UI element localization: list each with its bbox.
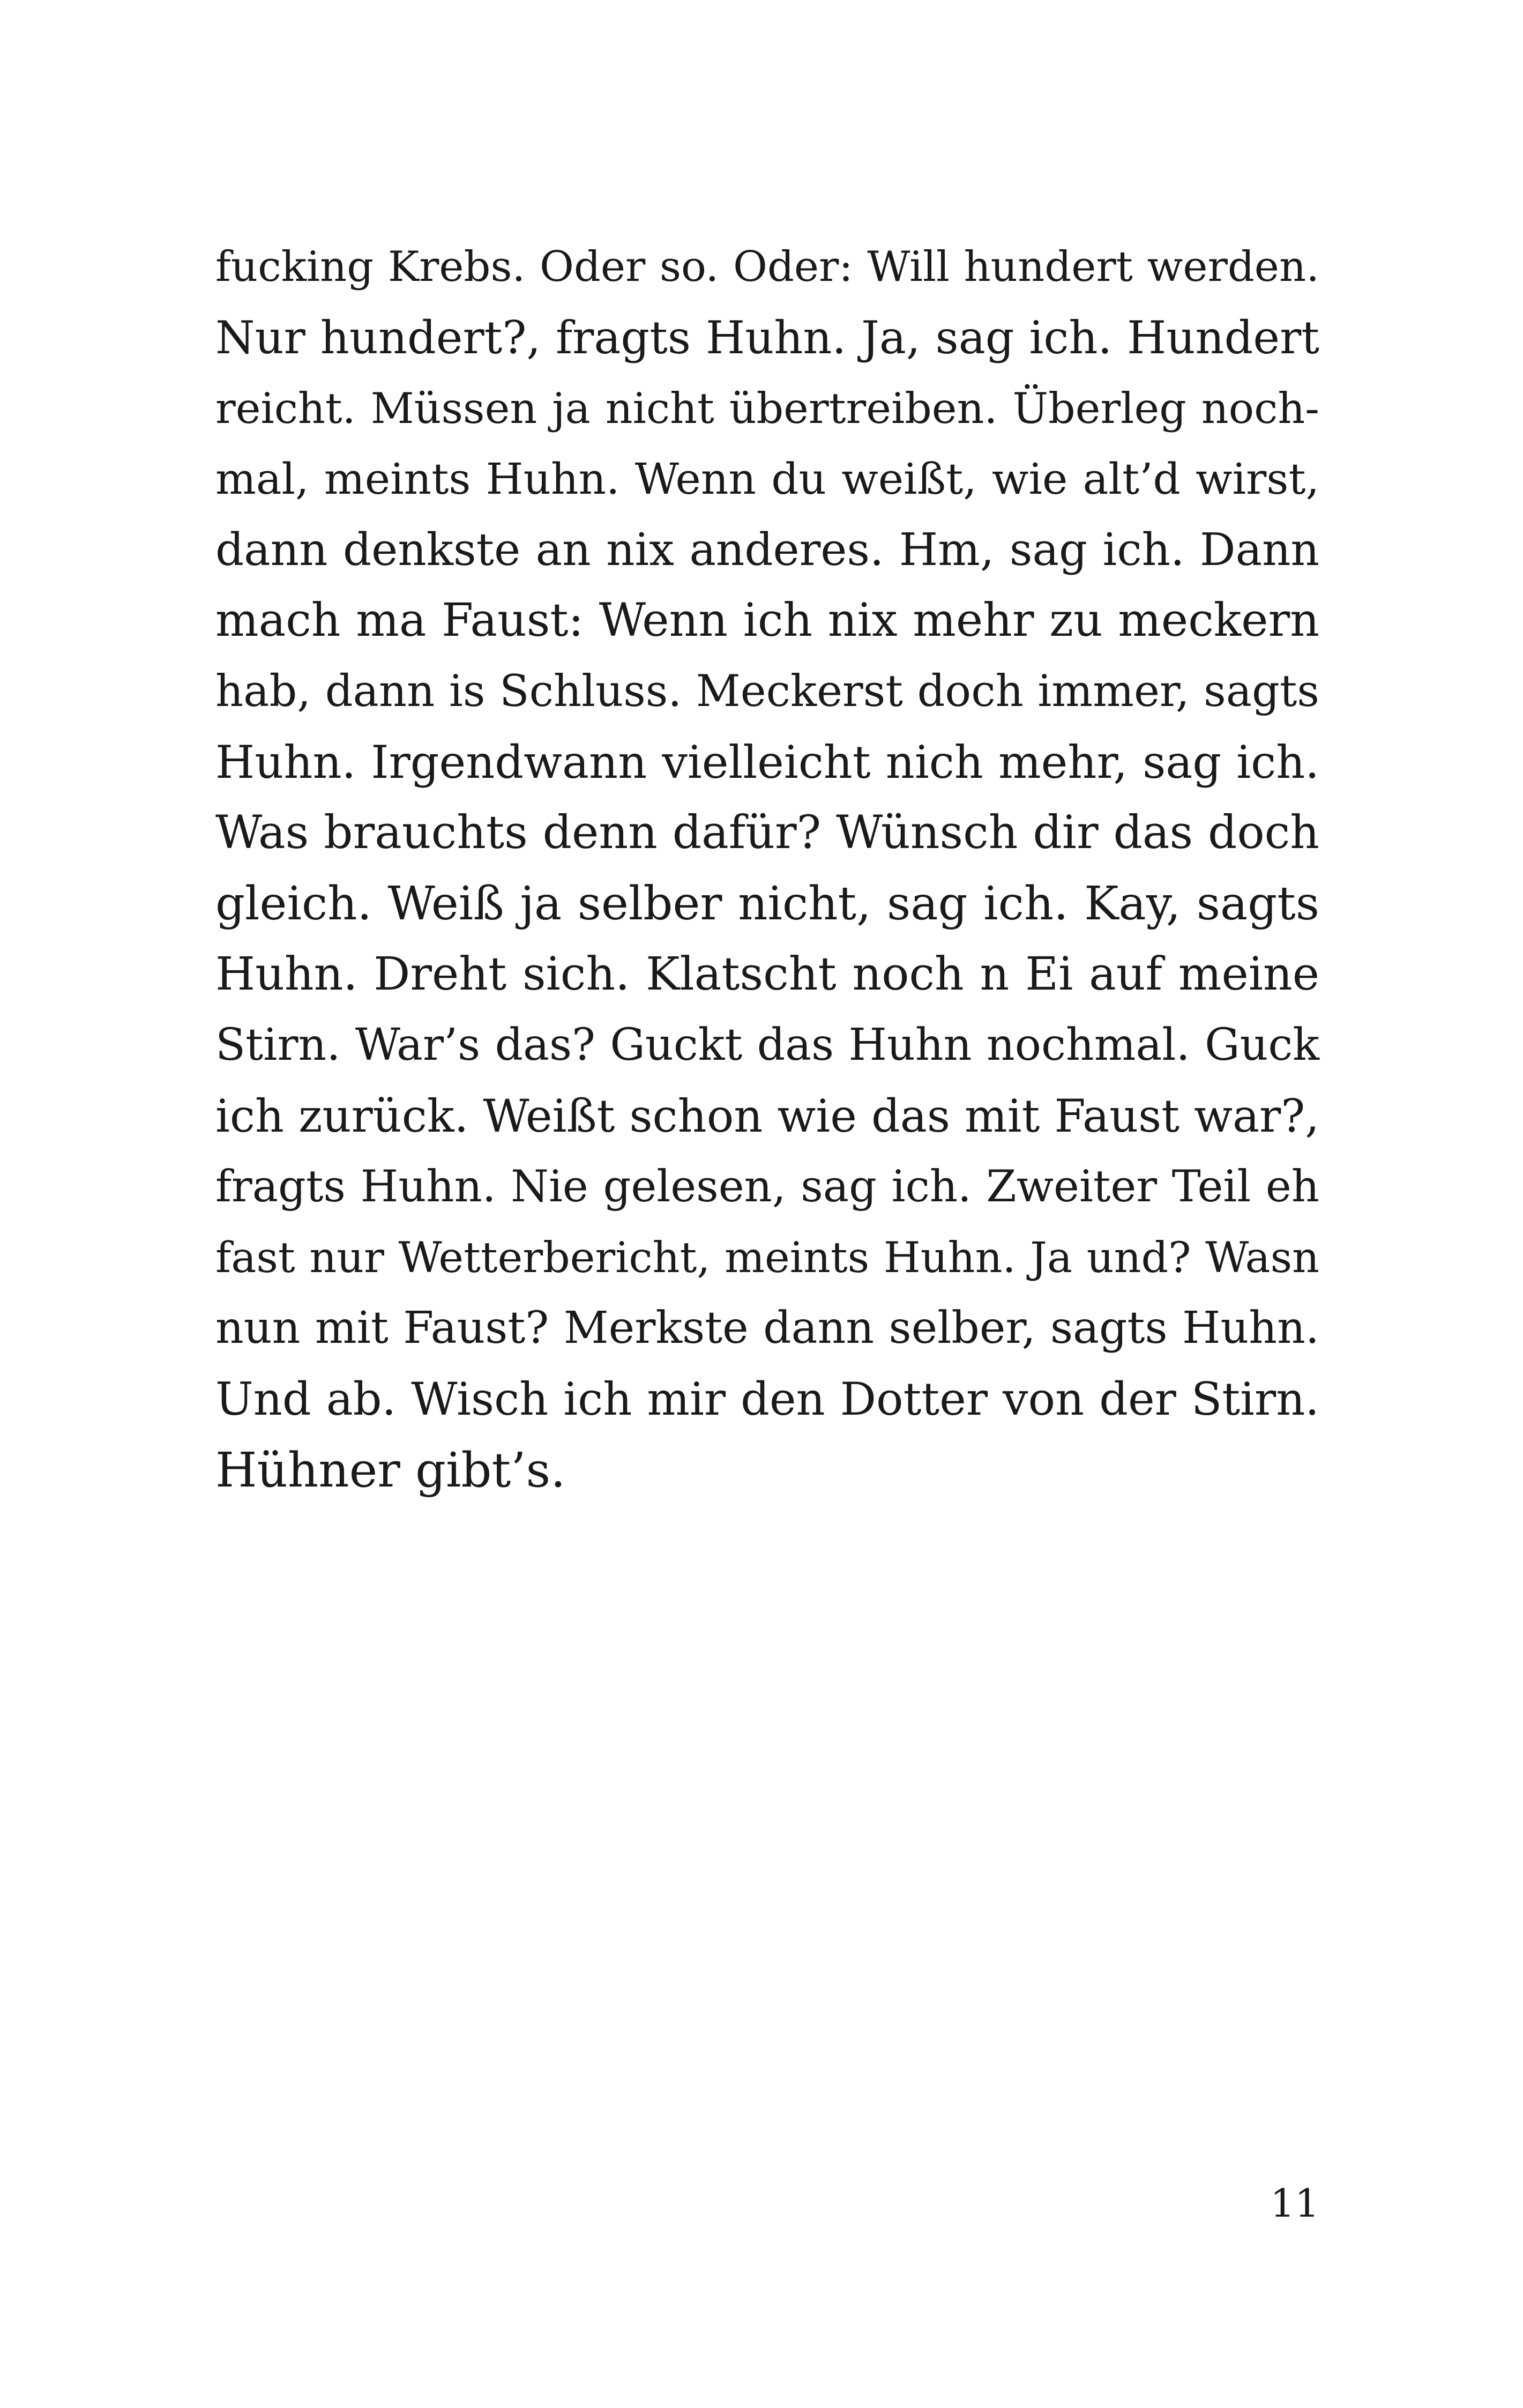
text-line: fucking Krebs. Oder so. Oder: Will hundert werden. — [215, 243, 1319, 291]
text-line: mal, meints Huhn. Wenn du weißt, wie alt’d wirst, — [215, 454, 1319, 504]
body-text — [215, 232, 1319, 1505]
text-line: fragts Huhn. Nie gelesen, sag ich. Zweiter Teil eh — [215, 1162, 1319, 1212]
text-line: fast nur Wetterbericht, meints Huhn. Ja und? Wasn — [215, 1233, 1319, 1282]
page-number: 11 — [1270, 2181, 1319, 2226]
text-line: gleich. Weiß ja selber nicht, sag ich. Kay, sagts — [215, 877, 1319, 931]
text-line: Was brauchts denn dafür? Wünsch dir das doch — [215, 806, 1319, 859]
text-line: Huhn. Dreht sich. Klatscht noch n Ei auf meine — [215, 948, 1319, 1001]
text-line: reicht. Müssen ja nicht übertreiben. Überleg noch- — [215, 384, 1319, 433]
text-line: dann denkste an nix anderes. Hm, sag ich. Dann — [215, 524, 1319, 576]
text-line: hab, dann is Schluss. Meckerst doch immer, sagts — [215, 666, 1319, 717]
text-line: Huhn. Irgendwann vielleicht nich mehr, sag ich. — [215, 736, 1319, 789]
text-line: Stirn. War’s das? Guckt das Huhn nochmal. Guck — [215, 1020, 1319, 1071]
text-line: ich zurück. Weißt schon wie das mit Faust war?, — [215, 1090, 1319, 1142]
text-line: mach ma Faust: Wenn ich nix mehr zu meckern — [215, 594, 1319, 647]
text-line: nun mit Faust? Merkste dann selber, sagts Huhn. — [215, 1303, 1319, 1354]
text-line: Hühner gibt’s. — [215, 1442, 566, 1498]
text-line: Nur hundert?, fragts Huhn. Ja, sag ich. Hundert — [215, 311, 1319, 364]
text-line: Und ab. Wisch ich mir den Dotter von der Stirn. — [215, 1373, 1319, 1425]
